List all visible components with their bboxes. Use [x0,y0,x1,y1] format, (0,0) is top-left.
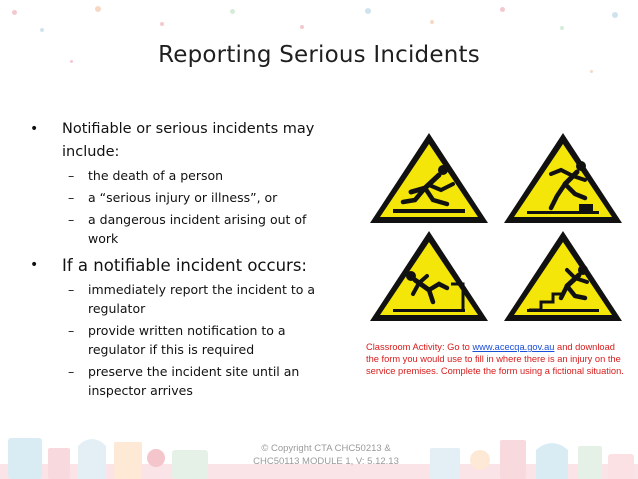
trip-fall-icon [501,130,625,226]
fall-on-stairs-icon [501,228,625,324]
acecqa-link[interactable]: www.acecqa.gov.au [472,342,555,352]
bullet-text: Notifiable or serious incidents may include: [62,121,315,160]
sub-bullet-item [30,321,330,359]
sub-bullet-list [30,280,330,400]
sub-bullet-item [30,166,330,185]
sub-bullet-text: preserve the incident site until an inspector arrives [88,364,300,398]
sub-bullet-list [30,166,330,248]
bullet-item [30,118,330,164]
bullet-marker: • [30,121,39,137]
sub-bullet-text: the death of a person [88,168,224,183]
sub-bullet-marker: – [68,212,75,227]
sub-bullet-marker: – [68,190,75,205]
slide-title: Reporting Serious Incidents [158,42,480,68]
bullet-list [30,118,330,404]
sub-bullet-marker: – [68,323,75,338]
activity-prefix: Classroom Activity: Go to [366,342,473,352]
sub-bullet-item [30,362,330,400]
sub-bullet-item [30,280,330,318]
sub-bullet-text: provide written notification to a regulator if this is required [88,323,286,357]
classroom-activity-note [366,341,628,377]
sub-bullet-item [30,210,330,248]
activity-suffix: and download the form you would use to fill in where there is an injury on the service premises. Complete the form using a fictional situation. [366,342,624,376]
sub-bullet-text: immediately report the incident to a regulator [88,282,316,316]
copyright-line-2: CHC50113 MODULE 1, V: 5.12.13 [253,456,399,467]
sub-bullet-text: a dangerous incident arising out of work [88,212,307,246]
sub-bullet-marker: – [68,168,75,183]
sub-bullet-marker: – [68,364,75,379]
sub-bullet-item [30,188,330,207]
slip-fall-icon [367,130,491,226]
sub-bullet-marker: – [68,282,75,297]
fall-from-height-icon [367,228,491,324]
copyright-line-1: © Copyright CTA CHC50213 & [261,443,391,454]
bullet-text: If a notifiable incident occurs: [62,256,307,275]
bullet-item [30,253,330,278]
bullet-marker: • [30,257,39,273]
warning-signs-grid [367,130,625,324]
copyright-footer [226,442,426,468]
sub-bullet-text: a “serious injury or illness”, or [88,190,278,205]
